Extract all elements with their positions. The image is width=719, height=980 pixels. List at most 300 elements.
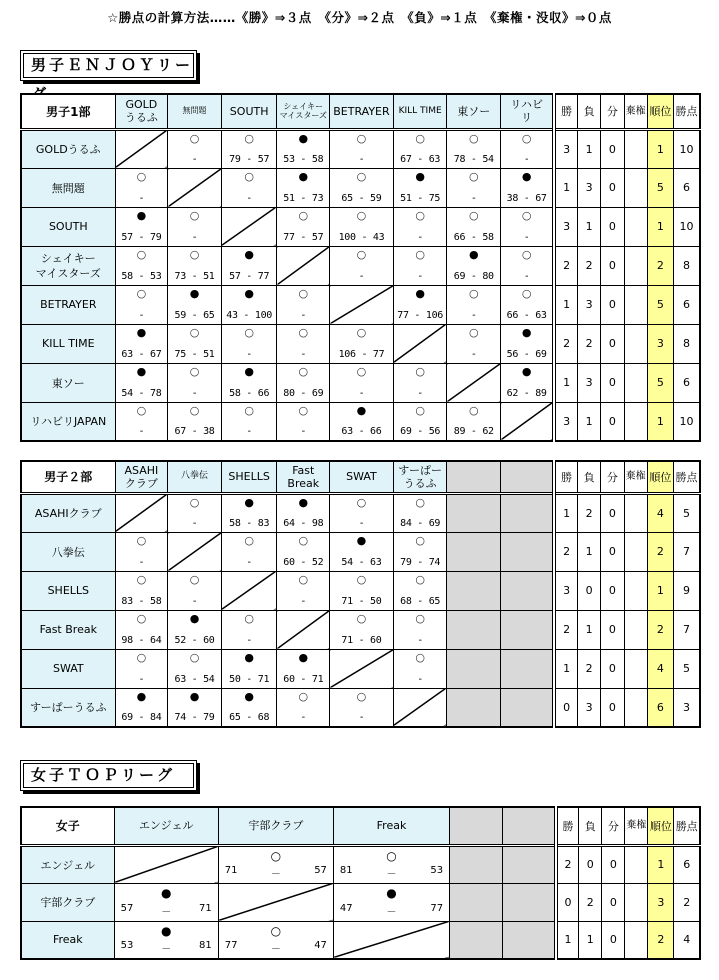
match-score: - — [523, 270, 530, 282]
section-title-women-league: 女子ＴＯＰリーグ — [20, 760, 197, 791]
empty-header — [501, 461, 555, 493]
match-score — [225, 865, 327, 880]
match-cell — [221, 532, 277, 571]
rank-cell: 2 — [648, 921, 674, 959]
header-lose: 負 — [579, 807, 602, 845]
rank-cell: 1 — [647, 207, 673, 246]
match-cell — [115, 285, 168, 324]
match-score: - — [300, 309, 307, 321]
win-mark: ○ — [415, 131, 425, 145]
diagonal-cell — [393, 324, 447, 363]
stat-forfeit — [624, 285, 647, 324]
stat-win: 1 — [554, 649, 577, 688]
win-mark: ○ — [415, 533, 425, 547]
match-cell — [115, 688, 168, 727]
match-score: - — [300, 348, 307, 360]
win-mark: ○ — [356, 131, 367, 145]
team-header: リハビ リ — [501, 94, 555, 129]
match-cell — [115, 532, 168, 571]
loss-mark: ● — [521, 169, 532, 183]
team-row-name: ASAHIクラブ — [21, 493, 115, 532]
stat-win: 3 — [554, 402, 577, 441]
match-score: 38 - 67 — [506, 192, 547, 204]
team-row-name: SWAT — [21, 649, 115, 688]
win-mark: ○ — [356, 364, 367, 378]
match-cell — [393, 493, 447, 532]
match-cell — [277, 207, 330, 246]
stat-forfeit — [624, 168, 647, 207]
match-cell — [330, 246, 394, 285]
match-score: 65 - 59 — [341, 192, 382, 204]
match-cell — [168, 207, 222, 246]
match-cell — [115, 324, 168, 363]
match-cell — [277, 493, 330, 532]
match-cell — [447, 246, 501, 285]
match-score: 58 - 83 — [229, 517, 270, 529]
win-mark: ○ — [244, 611, 254, 625]
division-label: 男子1部 — [21, 94, 115, 129]
stat-forfeit — [624, 688, 647, 727]
win-mark: ○ — [189, 403, 200, 417]
match-score: 68 - 65 — [400, 595, 441, 607]
win-mark: ○ — [270, 848, 282, 863]
points-cell: 8 — [674, 324, 700, 363]
score-dash: － — [270, 868, 281, 880]
match-cell — [277, 168, 330, 207]
match-score: 79 - 74 — [400, 556, 441, 568]
stat-draw: 0 — [602, 845, 625, 883]
match-score: 62 - 89 — [506, 387, 547, 399]
score-dash: － — [161, 906, 172, 918]
stat-draw: 0 — [601, 610, 624, 649]
match-score: - — [138, 426, 145, 437]
match-score: - — [470, 192, 477, 204]
match-score: - — [246, 426, 253, 437]
team-header: SHELLS — [221, 461, 277, 493]
table-row — [21, 168, 700, 207]
match-cell — [330, 571, 394, 610]
stat-lose: 3 — [577, 363, 600, 402]
match-cell — [393, 402, 447, 441]
match-cell — [277, 402, 330, 441]
stat-win: 0 — [554, 688, 577, 727]
stat-win: 2 — [554, 610, 577, 649]
header-forfeit: 棄権 — [624, 461, 647, 493]
loss-mark: ● — [356, 403, 367, 417]
win-mark: ○ — [356, 689, 367, 703]
stat-win: 3 — [554, 571, 577, 610]
win-mark: ○ — [136, 403, 147, 417]
match-cell — [168, 129, 222, 168]
table-row — [21, 883, 700, 921]
header-lose: 負 — [577, 461, 600, 493]
division-label: 男子２部 — [21, 461, 115, 493]
win-mark: ○ — [189, 247, 200, 261]
empty-cell — [447, 610, 501, 649]
points-cell: 5 — [674, 493, 700, 532]
match-score: 50 - 71 — [229, 673, 270, 685]
match-cell — [393, 610, 447, 649]
win-mark: ○ — [356, 247, 367, 261]
rank-cell: 3 — [648, 883, 674, 921]
loss-mark: ● — [136, 208, 147, 222]
score-for: 81 — [339, 864, 353, 876]
team-row-name: SHELLS — [21, 571, 115, 610]
score-against: 47 — [314, 940, 327, 951]
match-cell — [221, 285, 277, 324]
rank-cell: 2 — [647, 532, 673, 571]
win-mark: ○ — [136, 650, 147, 664]
match-score: 63 - 66 — [341, 426, 382, 437]
women-league-table — [20, 806, 701, 960]
diagonal-cell — [501, 402, 555, 441]
score-against: 71 — [199, 902, 212, 914]
points-cell: 10 — [674, 207, 700, 246]
diagonal-cell — [115, 493, 168, 532]
points-cell: 4 — [674, 921, 700, 959]
win-mark: ○ — [415, 495, 425, 509]
stat-draw: 0 — [601, 207, 624, 246]
score-dash: － — [270, 944, 281, 955]
match-score: 60 - 52 — [283, 556, 324, 568]
team-row-name: 宇部クラブ — [21, 883, 114, 921]
stat-win: 2 — [556, 845, 579, 883]
loss-mark: ● — [244, 650, 254, 664]
win-mark: ○ — [468, 286, 479, 300]
match-cell — [115, 246, 168, 285]
diagonal-cell — [168, 532, 222, 571]
loss-mark: ● — [244, 495, 254, 509]
match-score: 64 - 98 — [283, 517, 324, 529]
win-mark: ○ — [356, 611, 367, 625]
stat-forfeit — [624, 324, 647, 363]
diagonal-cell — [330, 285, 394, 324]
stat-draw: 0 — [601, 571, 624, 610]
header-points: 勝点 — [674, 461, 700, 493]
loss-mark: ● — [136, 689, 147, 703]
rank-cell: 5 — [647, 363, 673, 402]
match-score: 63 - 54 — [174, 673, 215, 685]
win-mark: ○ — [244, 131, 254, 145]
match-score: 66 - 63 — [506, 309, 547, 321]
match-cell — [115, 363, 168, 402]
match-score: - — [246, 634, 253, 646]
table-row — [21, 285, 700, 324]
win-mark: ○ — [189, 650, 200, 664]
empty-cell — [503, 845, 556, 883]
match-score: - — [246, 192, 253, 204]
team-header: SOUTH — [221, 94, 277, 129]
match-cell — [115, 649, 168, 688]
win-mark: ○ — [521, 247, 532, 261]
match-score: 78 - 54 — [453, 153, 494, 165]
stat-forfeit — [624, 363, 647, 402]
match-score: 65 - 68 — [229, 712, 270, 723]
team-header: シェイキー マイスターズ — [277, 94, 330, 129]
win-mark: ○ — [468, 403, 479, 417]
match-cell — [330, 207, 394, 246]
match-cell — [501, 246, 555, 285]
stat-forfeit — [625, 845, 648, 883]
loss-mark: ● — [189, 689, 200, 703]
match-cell — [501, 285, 555, 324]
loss-mark: ● — [244, 286, 254, 300]
enjoy-league-table — [20, 93, 701, 442]
table-row — [21, 649, 700, 688]
table-row — [21, 688, 700, 727]
win-mark: ○ — [189, 208, 200, 222]
diagonal-cell — [218, 883, 333, 921]
loss-mark: ● — [189, 286, 200, 300]
win-mark: ○ — [189, 364, 200, 378]
table-row — [21, 207, 700, 246]
stat-draw: 0 — [601, 168, 624, 207]
team-row-name: リハビリJAPAN — [21, 402, 115, 441]
empty-cell — [447, 493, 501, 532]
match-score: - — [246, 556, 253, 568]
header-forfeit: 棄権 — [624, 94, 647, 129]
win-mark: ○ — [356, 495, 367, 509]
empty-cell — [450, 845, 503, 883]
table-row — [21, 363, 700, 402]
match-cell — [168, 246, 222, 285]
match-cell — [501, 129, 555, 168]
match-cell — [168, 363, 222, 402]
stat-forfeit — [624, 493, 647, 532]
match-cell — [501, 363, 555, 402]
stat-forfeit — [624, 129, 647, 168]
win-mark: ○ — [136, 169, 147, 183]
rank-cell: 5 — [647, 285, 673, 324]
win-mark: ○ — [270, 923, 282, 938]
table-row — [21, 845, 700, 883]
header-forfeit: 棄権 — [625, 807, 648, 845]
points-cell: 6 — [674, 168, 700, 207]
stat-draw: 0 — [601, 649, 624, 688]
stat-lose: 1 — [577, 610, 600, 649]
rank-cell: 3 — [647, 324, 673, 363]
points-cell: 6 — [674, 845, 700, 883]
match-cell — [393, 571, 447, 610]
stat-forfeit — [625, 883, 648, 921]
header-points: 勝点 — [674, 94, 700, 129]
loss-mark: ● — [298, 650, 309, 664]
match-score: - — [417, 673, 423, 685]
stat-forfeit — [624, 532, 647, 571]
loss-mark: ● — [415, 169, 425, 183]
match-cell — [277, 532, 330, 571]
match-cell — [330, 493, 394, 532]
points-cell: 7 — [674, 610, 700, 649]
loss-mark: ● — [298, 495, 309, 509]
match-cell — [221, 649, 277, 688]
rank-cell: 1 — [647, 402, 673, 441]
win-mark: ○ — [298, 364, 309, 378]
win-mark: ○ — [298, 325, 309, 339]
win-mark: ○ — [189, 572, 200, 586]
match-score — [340, 865, 443, 880]
match-cell — [221, 129, 277, 168]
stat-win: 3 — [554, 129, 577, 168]
match-score: 54 - 63 — [341, 556, 382, 568]
win-mark: ○ — [136, 533, 147, 547]
rank-cell: 5 — [647, 168, 673, 207]
header-win: 勝 — [554, 94, 577, 129]
points-cell: 5 — [674, 649, 700, 688]
win-mark: ○ — [468, 325, 479, 339]
diagonal-cell — [330, 649, 394, 688]
match-cell — [393, 532, 447, 571]
stat-forfeit — [624, 571, 647, 610]
header-draw: 分 — [601, 94, 624, 129]
match-cell — [393, 168, 447, 207]
loss-mark: ● — [356, 533, 367, 547]
match-cell — [447, 285, 501, 324]
stat-forfeit — [624, 402, 647, 441]
stat-draw: 0 — [601, 324, 624, 363]
team-header: 無問題 — [168, 94, 222, 129]
match-cell — [168, 402, 222, 441]
match-cell — [501, 207, 555, 246]
win-mark: ○ — [189, 495, 200, 509]
stat-win: 1 — [556, 921, 579, 959]
team-header: Fast Break — [277, 461, 330, 493]
match-score: 57 - 79 — [121, 231, 162, 243]
stat-lose: 1 — [579, 921, 602, 959]
diagonal-cell — [115, 129, 168, 168]
header-rank: 順位 — [647, 461, 673, 493]
match-cell — [447, 168, 501, 207]
match-score — [340, 903, 443, 918]
match-cell — [393, 649, 447, 688]
stat-lose: 2 — [577, 649, 600, 688]
win-mark: ○ — [521, 208, 532, 222]
match-cell — [447, 402, 501, 441]
diagonal-cell — [168, 168, 222, 207]
match-score: - — [300, 712, 307, 723]
match-score: - — [191, 517, 198, 529]
scoring-rule-text: ☆勝点の計算方法……《勝》⇒３点 《分》⇒２点 《負》⇒１点 《棄権・没収》⇒０点 — [107, 10, 612, 25]
stat-win: 1 — [554, 493, 577, 532]
match-score: 106 - 77 — [338, 348, 385, 360]
match-cell — [115, 207, 168, 246]
match-score: - — [138, 556, 145, 568]
stat-lose: 3 — [577, 688, 600, 727]
match-score: 75 - 51 — [174, 348, 215, 360]
win-mark: ○ — [356, 169, 367, 183]
match-cell — [218, 921, 333, 959]
match-score: - — [138, 309, 145, 321]
rank-cell: 6 — [647, 688, 673, 727]
points-cell: 10 — [674, 129, 700, 168]
points-cell: 6 — [674, 285, 700, 324]
win-mark: ○ — [244, 533, 254, 547]
match-cell — [168, 610, 222, 649]
match-score: - — [417, 387, 423, 399]
loss-mark: ● — [521, 364, 532, 378]
match-cell — [447, 129, 501, 168]
stat-draw: 0 — [601, 688, 624, 727]
match-score: - — [358, 387, 365, 399]
table-row — [21, 246, 700, 285]
match-score: 83 - 58 — [121, 595, 162, 607]
loss-mark: ● — [160, 885, 172, 900]
match-cell — [330, 168, 394, 207]
win-mark: ○ — [415, 403, 425, 417]
stat-lose: 0 — [579, 845, 602, 883]
win-mark: ○ — [298, 403, 309, 417]
match-cell — [330, 532, 394, 571]
loss-mark: ● — [298, 169, 309, 183]
match-score: 58 - 66 — [229, 387, 270, 399]
match-cell — [330, 324, 394, 363]
match-cell — [277, 688, 330, 727]
match-cell — [221, 246, 277, 285]
match-cell — [393, 285, 447, 324]
win-mark: ○ — [244, 403, 254, 417]
loss-mark: ● — [244, 247, 254, 261]
match-score: - — [523, 231, 530, 243]
match-cell — [168, 493, 222, 532]
match-score: 52 - 60 — [174, 634, 215, 646]
match-score: - — [358, 517, 365, 529]
points-cell: 6 — [674, 363, 700, 402]
win-mark: ○ — [244, 325, 254, 339]
diagonal-cell — [277, 246, 330, 285]
match-score: 77 - 106 — [397, 309, 444, 321]
win-mark: ○ — [415, 572, 425, 586]
team-row-name: 無問題 — [21, 168, 115, 207]
match-score: 51 - 73 — [283, 192, 324, 204]
loss-mark: ● — [244, 364, 254, 378]
table-row — [21, 571, 700, 610]
empty-cell — [501, 688, 555, 727]
match-score: 79 - 57 — [229, 153, 270, 165]
stat-lose: 1 — [577, 402, 600, 441]
empty-cell — [503, 883, 556, 921]
match-score: 84 - 69 — [400, 517, 441, 529]
match-score: 100 - 43 — [338, 231, 385, 243]
match-cell — [221, 363, 277, 402]
empty-cell — [501, 610, 555, 649]
points-cell: 9 — [674, 571, 700, 610]
win-mark: ○ — [468, 208, 479, 222]
match-cell — [168, 649, 222, 688]
win-mark: ○ — [386, 848, 397, 863]
points-cell: 3 — [674, 688, 700, 727]
win-mark: ○ — [415, 247, 425, 261]
table-row — [21, 493, 700, 532]
stat-lose: 3 — [577, 285, 600, 324]
win-mark: ○ — [468, 131, 479, 145]
stat-win: 1 — [554, 285, 577, 324]
rank-cell: 1 — [648, 845, 674, 883]
team-row-name: Freak — [21, 921, 114, 959]
empty-cell — [447, 649, 501, 688]
team-header: BETRAYER — [330, 94, 394, 129]
match-cell — [501, 168, 555, 207]
win-mark: ○ — [298, 286, 309, 300]
match-score: - — [191, 595, 198, 607]
stat-draw: 0 — [601, 246, 624, 285]
match-cell — [501, 324, 555, 363]
win-mark: ○ — [136, 247, 147, 261]
match-cell — [393, 363, 447, 402]
table-row — [21, 610, 700, 649]
match-cell — [221, 324, 277, 363]
stat-draw: 0 — [601, 532, 624, 571]
diagonal-cell — [277, 610, 330, 649]
